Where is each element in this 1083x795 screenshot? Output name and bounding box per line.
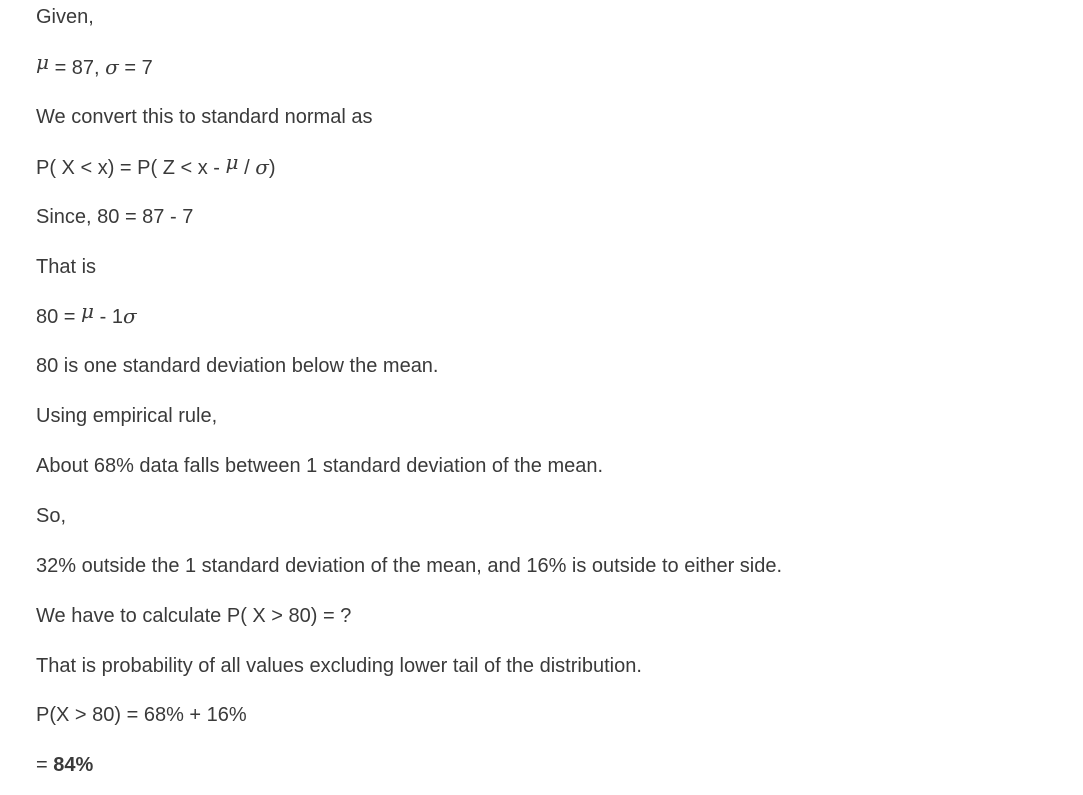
text-empirical-rule: Using empirical rule, — [36, 405, 218, 427]
formula-prefix: P( X < x) = P( Z < x - — [36, 157, 220, 179]
parameters-line — [36, 50, 153, 80]
mu-symbol: μ — [225, 150, 239, 174]
text-68-percent: About 68% data falls between 1 standard deviation of the mean. — [36, 455, 604, 477]
text-given: Given, — [36, 6, 94, 28]
final-answer-line — [36, 753, 93, 777]
text-that-is: That is — [36, 256, 97, 278]
text-so: So, — [36, 505, 67, 527]
sigma-symbol: σ — [105, 55, 119, 79]
text-convert: We convert this to standard normal as — [36, 106, 373, 128]
text-probability: That is probability of all values excluding lower tail of the distribution. — [36, 655, 642, 677]
sigma-value: = 7 — [124, 57, 153, 79]
eq-prefix: 80 = — [36, 306, 76, 328]
mu-symbol: μ — [36, 50, 49, 74]
formula-slash: / — [244, 157, 250, 179]
eighty-equation — [36, 299, 137, 329]
sigma-symbol: σ — [255, 155, 269, 179]
text-one-sd-below: 80 is one standard deviation below the mean. — [36, 355, 439, 377]
text-sum: P(X > 80) = 68% + 16% — [36, 704, 247, 726]
eq-mid: - 1 — [99, 306, 123, 328]
final-answer: 84% — [53, 754, 94, 776]
mu-value: = 87, — [54, 57, 100, 79]
text-32-percent: 32% outside the 1 standard deviation of the mean, and 16% is outside to either side. — [36, 555, 783, 577]
standardization-formula — [36, 150, 276, 180]
formula-close: ) — [268, 157, 276, 179]
text-calculate: We have to calculate P( X > 80) = ? — [36, 605, 352, 627]
sigma-symbol: σ — [122, 304, 137, 328]
text-since: Since, 80 = 87 - 7 — [36, 206, 194, 228]
mu-symbol: μ — [81, 299, 95, 323]
answer-equals: = — [36, 754, 48, 776]
